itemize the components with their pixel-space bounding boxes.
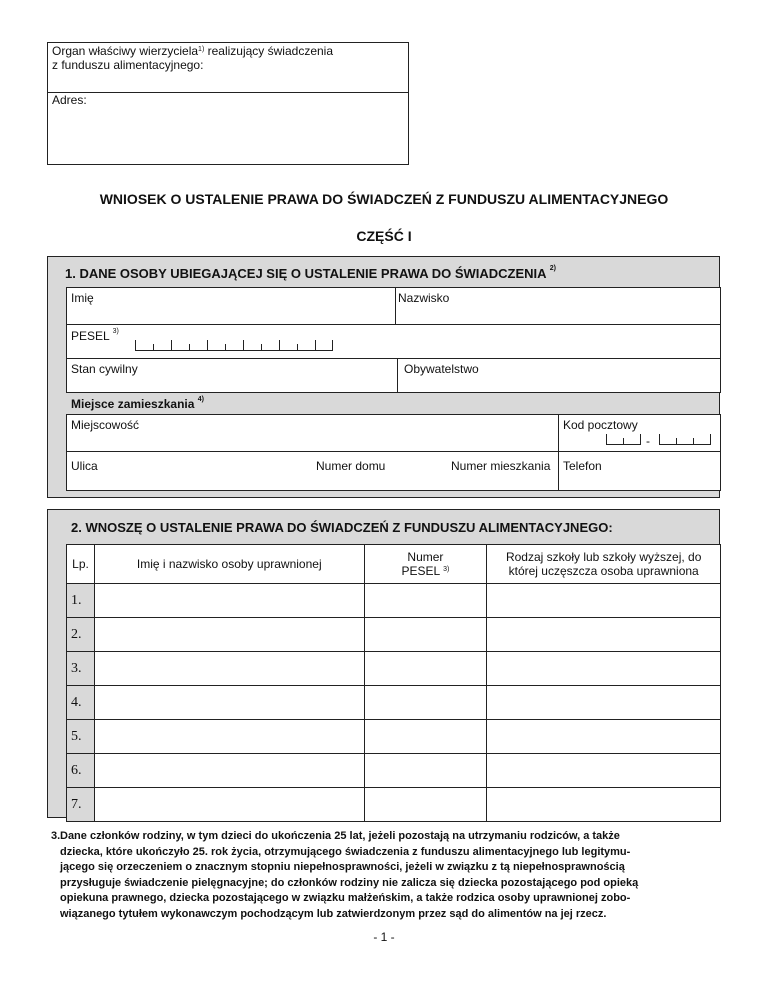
organ-label-line2: z funduszu alimentacyjnego:: [52, 58, 204, 72]
col-name-header: Imię i nazwisko osoby uprawnionej: [94, 545, 364, 584]
form-title: WNIOSEK O USTALENIE PRAWA DO ŚWIADCZEŃ Z FUNDUSZU ALIMENTACYJNEGO: [99, 191, 669, 207]
row-school-cell[interactable]: [487, 754, 721, 788]
phone-field[interactable]: [559, 452, 720, 490]
section-1: [47, 256, 720, 498]
flat-number-label: Numer mieszkania: [451, 459, 551, 473]
residence-heading: Miejsce zamieszkania $^{4)}$: [71, 396, 204, 411]
section-2-heading: 2. WNOSZĘ O USTALENIE PRAWA DO ŚWIADCZEŃ Z FUNDUSZU ALIMENTACYJNEGO:: [71, 520, 613, 535]
organ-label: Organ właściwy wierzyciela$^{1)}$ realizujący świadczenia: [52, 44, 334, 58]
house-number-label: Numer domu: [316, 459, 386, 473]
section-3-line: jącego się orzeczeniem o znacznym stopniu niepełnosprawności, jeżeli w związku z tą niepełnosprawnością: [60, 861, 625, 873]
pesel-digit-boxes[interactable]: [135, 341, 333, 351]
town-label: Miejscowość: [71, 418, 140, 432]
section-3-line: wiązanego tytułem wykonawczym pochodzącym lub zatwierdzonym przez sąd do alimentów na jej rzecz.: [60, 907, 607, 920]
citizenship-label: Obywatelstwo: [404, 362, 479, 376]
row-number: 3.: [67, 652, 95, 686]
organ-field[interactable]: [48, 43, 408, 93]
section-3-line: opiekuna prawnego, dziecka pozostającego w związku małżeńskim, a także rodzica osoby uprawnionej zobo-: [60, 892, 631, 904]
row-school-cell[interactable]: [487, 618, 721, 652]
row-name-cell[interactable]: [94, 686, 364, 720]
postal-code-field[interactable]: [559, 415, 720, 451]
row-school-cell[interactable]: [487, 788, 721, 822]
section-1-heading: 1. DANE OSOBY UBIEGAJĄCEJ SIĘ O USTALENIE PRAWA DO ŚWIADCZENIA $^{2)}$: [65, 265, 556, 281]
last-name-label: Nazwisko: [398, 291, 450, 305]
row-number: 5.: [67, 720, 95, 754]
col-school-header: Rodzaj szkoły lub szkoły wyższej, do której uczęszcza osoba uprawniona: [487, 545, 721, 584]
row-pesel-cell[interactable]: [364, 686, 487, 720]
section-3-number: 3.: [51, 830, 61, 842]
first-name-field[interactable]: [67, 288, 395, 324]
street-row: [66, 451, 721, 491]
postal-boxes-first[interactable]: [606, 435, 641, 445]
row-pesel-cell[interactable]: [364, 618, 487, 652]
row-name-cell[interactable]: [94, 652, 364, 686]
town-field[interactable]: [67, 415, 558, 451]
row-school-cell[interactable]: [487, 720, 721, 754]
row-name-cell[interactable]: [94, 788, 364, 822]
row-pesel-cell[interactable]: [364, 652, 487, 686]
row-name-cell[interactable]: [94, 720, 364, 754]
row-school-cell[interactable]: [487, 584, 721, 618]
row-name-cell[interactable]: [94, 618, 364, 652]
postal-dash: -: [646, 434, 650, 448]
marital-row: [66, 358, 721, 393]
beneficiaries-table: [66, 544, 721, 822]
col-lp-header: Lp.: [67, 545, 95, 584]
organ-box: [47, 42, 409, 165]
table-row: [67, 788, 721, 822]
marital-status-field[interactable]: [67, 359, 397, 392]
part-title: CZĘŚĆ I: [356, 228, 412, 244]
table-row: [67, 754, 721, 788]
row-number: 1.: [67, 584, 95, 618]
pesel-field[interactable]: [66, 324, 721, 359]
phone-label: Telefon: [563, 459, 602, 473]
town-row: [66, 414, 721, 452]
col-pesel-header: Numer PESEL $^{3)}$: [364, 545, 487, 584]
row-pesel-cell[interactable]: [364, 754, 487, 788]
row-pesel-cell[interactable]: [364, 584, 487, 618]
table-row: [67, 686, 721, 720]
page-number: - 1 -: [373, 930, 395, 944]
postal-code-label: Kod pocztowy: [563, 418, 638, 432]
section-2: [47, 509, 720, 818]
row-name-cell[interactable]: [94, 754, 364, 788]
marital-status-label: Stan cywilny: [71, 362, 138, 376]
section-3-line: Dane członków rodziny, w tym dzieci do ukończenia 25 lat, jeżeli pozostają na utrzymaniu rodziców, a także: [60, 830, 620, 842]
section-3-line: przysługuje świadczenie pielęgnacyjne; do członków rodziny nie zalicza się dziecka pozostającego pod opieką: [60, 876, 639, 889]
row-number: 4.: [67, 686, 95, 720]
last-name-field[interactable]: [396, 288, 720, 324]
table-row: [67, 720, 721, 754]
row-name-cell[interactable]: [94, 584, 364, 618]
row-number: 6.: [67, 754, 95, 788]
street-field[interactable]: [67, 452, 558, 490]
section-3-line: dziecka, które ukończyło 25. rok życia, otrzymującego świadczenia z funduszu alimentacyjnego lub legitymu-: [60, 845, 631, 858]
row-number: 7.: [67, 788, 95, 822]
section-3-text: [51, 829, 720, 922]
table-header-row: [67, 545, 721, 584]
table-row: [67, 618, 721, 652]
row-pesel-cell[interactable]: [364, 788, 487, 822]
table-row: [67, 584, 721, 618]
address-label: Adres:: [52, 93, 87, 107]
citizenship-field[interactable]: [398, 359, 720, 392]
row-school-cell[interactable]: [487, 652, 721, 686]
pesel-label: PESEL $^{3)}$: [71, 328, 119, 343]
table-row: [67, 652, 721, 686]
postal-boxes-second[interactable]: [659, 435, 711, 445]
row-school-cell[interactable]: [487, 686, 721, 720]
street-label: Ulica: [71, 459, 98, 473]
first-name-label: Imię: [71, 291, 94, 305]
name-row: [66, 287, 721, 325]
row-number: 2.: [67, 618, 95, 652]
row-pesel-cell[interactable]: [364, 720, 487, 754]
